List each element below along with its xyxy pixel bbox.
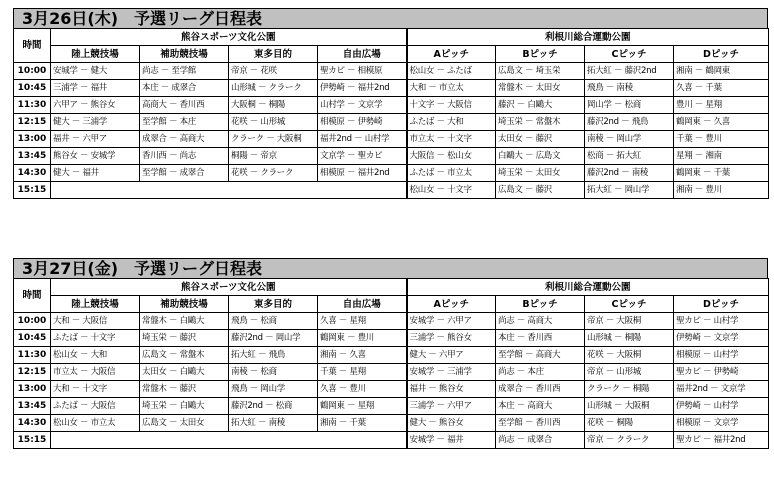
match-cell: 山村学 － 文京学 [318,97,407,114]
match-cell: 拓大紅 － 藤沢2nd [585,63,674,80]
match-cell: 鶴岡東 － 千葉 [674,165,769,182]
match-cell: 太田女 － 藤沢 [496,131,585,148]
match-cell: 岡山学 － 松商 [585,97,674,114]
match-cell: 本庄 － 高商大 [496,398,585,415]
match-cell: 鶴岡東 － 久喜 [674,114,769,131]
match-cell: 千葉 － 星翔 [318,364,407,381]
schedule-day-2 [13,258,768,449]
match-cell: 千葉 － 豊川 [674,131,769,148]
time-cell: 12:15 [14,114,51,131]
match-cell: 文京学 － 聖カピ [318,148,407,165]
match-cell: ふたば － 市立太 [407,165,496,182]
match-cell: 常盤木 － 太田女 [496,80,585,97]
match-cell: 花咲 － クラーク [229,165,318,182]
venue-kumagaya: 熊谷スポーツ文化公園 [51,29,407,46]
field-header: 陸上競技場 [51,296,140,313]
match-cell: 伊勢崎 － 文京学 [674,330,769,347]
time-cell: 13:00 [14,131,51,148]
match-cell: 福井2nd － 文京学 [674,381,769,398]
venue-header-row [14,29,769,46]
field-header-row [14,46,769,63]
time-cell: 10:45 [14,330,51,347]
match-cell: 埼玉栄 － 常盤木 [496,114,585,131]
match-cell: 豊川 － 星翔 [674,97,769,114]
match-cell: 山形城 － 桐陽 [585,330,674,347]
match-cell: 松商 － 拓大紅 [585,148,674,165]
table-row [14,131,769,148]
match-cell: 藤沢2nd － 南稜 [585,165,674,182]
field-header: Cピッチ [585,46,674,63]
match-cell: 埼玉栄 － 藤沢 [140,330,229,347]
match-cell: 南稜 － 岡山学 [585,131,674,148]
time-cell: 10:00 [14,313,51,330]
match-cell: 聖カピ － 山村学 [674,313,769,330]
time-cell: 10:00 [14,63,51,80]
match-cell: 飛鳥 － 南稜 [585,80,674,97]
match-cell: 健大 － 福井 [51,165,140,182]
match-cell: 帝京 － 花咲 [229,63,318,80]
table-row [14,148,769,165]
match-cell: 大阪桐 － 桐陽 [229,97,318,114]
match-cell: 相模原 － 山村学 [674,347,769,364]
match-cell: クラーク － 大阪桐 [229,131,318,148]
match-cell: 大阪信 － 松山女 [407,148,496,165]
match-cell: 久喜 － 星翔 [318,313,407,330]
match-cell: 熊谷女 － 安城学 [51,148,140,165]
match-cell: 市立太 － 大阪信 [51,364,140,381]
match-cell: 埼玉栄 － 太田女 [496,165,585,182]
match-cell: 福井 － 六甲ア [51,131,140,148]
time-cell: 14:30 [14,165,51,182]
table-row [14,330,769,347]
time-cell: 11:30 [14,347,51,364]
match-cell: 安城学 － 健大 [51,63,140,80]
table-row [14,364,769,381]
time-header: 時間 [14,279,51,313]
match-cell: 藤沢2nd － 松商 [229,398,318,415]
table-row [14,114,769,131]
match-cell: 福井2nd － 山村学 [318,131,407,148]
match-cell: 大和 － 市立太 [407,80,496,97]
match-cell: 安城学 － 福井 [407,432,496,449]
match-cell: 聖カピ － 福井2nd [674,432,769,449]
match-cell: 星翔 － 湘南 [674,148,769,165]
match-cell: 帝京 － クラーク [585,432,674,449]
match-cell: 藤沢2nd － 飛鳥 [585,114,674,131]
time-cell: 13:00 [14,381,51,398]
time-cell: 13:45 [14,148,51,165]
schedule-title: 3月26日(木) 予選リーグ日程表 [13,8,768,28]
schedule-table [13,28,769,199]
field-header-row [14,296,769,313]
field-header: Cピッチ [585,296,674,313]
time-cell: 10:45 [14,80,51,97]
match-cell: 帝京 － 山形城 [585,364,674,381]
match-cell: 尚志 － 本庄 [496,364,585,381]
match-cell: クラーク － 桐陽 [585,381,674,398]
field-header: Bピッチ [496,296,585,313]
time-cell: 14:30 [14,415,51,432]
match-cell: 三浦学 － 福井 [51,80,140,97]
schedule-table [13,278,769,449]
match-cell: 湘南 － 鶴岡東 [674,63,769,80]
table-row [14,381,769,398]
match-cell: 藤沢 － 白鷗大 [496,97,585,114]
table-row [14,80,769,97]
match-cell: 健大 － 熊谷女 [407,415,496,432]
match-cell: 久喜 － 豊川 [318,381,407,398]
field-header: 自由広場 [318,46,407,63]
match-cell: 至学館 － 本庄 [140,114,229,131]
field-header: 陸上競技場 [51,46,140,63]
field-header: Bピッチ [496,46,585,63]
match-cell: 六甲ア － 熊谷女 [51,97,140,114]
match-cell: 松山女 － ふたば [407,63,496,80]
match-cell: 湘南 － 千葉 [318,415,407,432]
match-cell: 伊勢崎 － 山村学 [674,398,769,415]
match-cell: 久喜 － 千葉 [674,80,769,97]
match-cell: 高商大 － 香川西 [140,97,229,114]
field-header: 東多目的 [229,46,318,63]
match-cell: 花咲 － 大阪桐 [585,347,674,364]
time-cell: 12:15 [14,364,51,381]
table-row [14,415,769,432]
schedule-day-1 [13,8,768,199]
match-cell: ふたば － 大阪信 [51,398,140,415]
match-cell: 尚志 － 至学館 [140,63,229,80]
match-cell: 松山女 － 大和 [51,347,140,364]
table-row [14,63,769,80]
match-cell: 常盤木 － 藤沢 [140,381,229,398]
match-cell: 桐陽 － 帝京 [229,148,318,165]
match-cell: 福井 － 熊谷女 [407,381,496,398]
table-row [14,347,769,364]
field-header: Aピッチ [407,296,496,313]
match-cell: 相模原 － 伊勢崎 [318,114,407,131]
match-cell: 松山女 － 市立太 [51,415,140,432]
table-row [14,398,769,415]
time-cell: 13:45 [14,398,51,415]
schedule-title: 3月27日(金) 予選リーグ日程表 [13,258,768,278]
match-cell: 埼玉栄 － 白鷗大 [140,398,229,415]
table-row [14,182,769,199]
match-cell: 広島文 － 埼玉栄 [496,63,585,80]
table-row [14,313,769,330]
match-cell: 湘南 － 久喜 [318,347,407,364]
match-cell: 花咲 － 桐陽 [585,415,674,432]
match-cell: 広島文 － 藤沢 [496,182,585,199]
match-cell: 帝京 － 大阪桐 [585,313,674,330]
table-row [14,165,769,182]
match-cell: 飛鳥 － 松商 [229,313,318,330]
match-cell: 鶴岡東 － 星翔 [318,398,407,415]
match-cell: 至学館 － 高商大 [496,347,585,364]
match-cell: ふたば － 十文字 [51,330,140,347]
match-cell: 大和 － 大阪信 [51,313,140,330]
venue-kumagaya: 熊谷スポーツ文化公園 [51,279,407,296]
match-cell: ふたば － 大和 [407,114,496,131]
match-cell: 十文字 － 大阪信 [407,97,496,114]
match-cell: 松山女 － 十文字 [407,182,496,199]
match-cell: 安城学 － 三浦学 [407,364,496,381]
table-row [14,97,769,114]
venue-tonegawa: 利根川総合運動公園 [407,279,769,296]
field-header: Dピッチ [674,296,769,313]
match-cell: 花咲 － 山形城 [229,114,318,131]
time-cell: 15:15 [14,182,51,199]
empty-cell [51,432,407,449]
match-cell: 太田女 － 白鷗大 [140,364,229,381]
match-cell: 相模原 － 文京学 [674,415,769,432]
field-header: 自由広場 [318,296,407,313]
match-cell: 山形城 － 大阪桐 [585,398,674,415]
match-cell: 白鷗大 － 広島文 [496,148,585,165]
match-cell: 安城学 － 六甲ア [407,313,496,330]
time-cell: 15:15 [14,432,51,449]
match-cell: 市立太 － 十文字 [407,131,496,148]
match-cell: 聖カピ － 相模原 [318,63,407,80]
time-cell: 11:30 [14,97,51,114]
match-cell: 広島文 － 太田女 [140,415,229,432]
match-cell: 常盤木 － 白鷗大 [140,313,229,330]
match-cell: 南稜 － 松商 [229,364,318,381]
venue-header-row [14,279,769,296]
match-cell: 健大 － 六甲ア [407,347,496,364]
match-cell: 藤沢2nd － 岡山学 [229,330,318,347]
match-cell: 大和 － 十文字 [51,381,140,398]
match-cell: 尚志 － 成翠合 [496,432,585,449]
match-cell: 相模原 － 福井2nd [318,165,407,182]
match-cell: 至学館 － 成翠合 [140,165,229,182]
match-cell: 本庄 － 香川西 [496,330,585,347]
match-cell: 至学館 － 香川西 [496,415,585,432]
time-header: 時間 [14,29,51,63]
venue-tonegawa: 利根川総合運動公園 [407,29,769,46]
match-cell: 三浦学 － 熊谷女 [407,330,496,347]
match-cell: 飛鳥 － 岡山学 [229,381,318,398]
field-header: 補助競技場 [140,46,229,63]
match-cell: 山形城 － クラーク [229,80,318,97]
match-cell: 香川西 － 尚志 [140,148,229,165]
field-header: Dピッチ [674,46,769,63]
field-header: 東多目的 [229,296,318,313]
match-cell: 拓大紅 － 南稜 [229,415,318,432]
match-cell: 聖カピ － 伊勢崎 [674,364,769,381]
match-cell: 成翠合 － 高商大 [140,131,229,148]
match-cell: 成翠合 － 香川西 [496,381,585,398]
match-cell: 広島文 － 常盤木 [140,347,229,364]
match-cell: 本庄 － 成翠合 [140,80,229,97]
field-header: 補助競技場 [140,296,229,313]
empty-cell [51,182,407,199]
table-row [14,432,769,449]
match-cell: 鶴岡東 － 豊川 [318,330,407,347]
match-cell: 健大 － 三浦学 [51,114,140,131]
match-cell: 拓大紅 － 岡山学 [585,182,674,199]
match-cell: 尚志 － 高商大 [496,313,585,330]
match-cell: 伊勢崎 － 福井2nd [318,80,407,97]
match-cell: 拓大紅 － 飛鳥 [229,347,318,364]
match-cell: 三浦学 － 六甲ア [407,398,496,415]
field-header: Aピッチ [407,46,496,63]
match-cell: 湘南 － 豊川 [674,182,769,199]
